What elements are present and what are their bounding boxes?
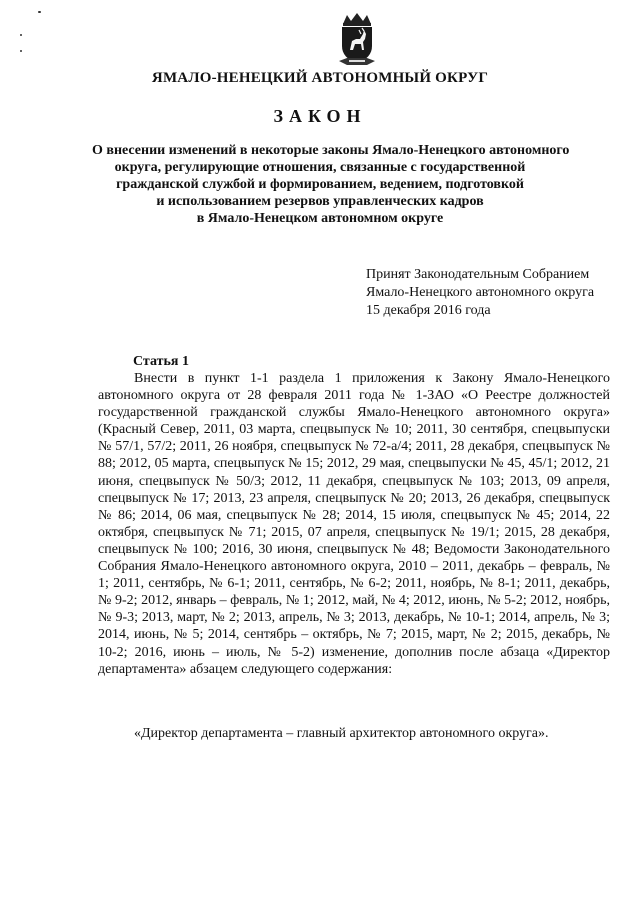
law-subject-line: округа, регулирующие отношения, связанные с государственной [114, 160, 526, 175]
scan-speck [20, 50, 22, 52]
law-subject-line: в Ямало-Ненецком автономном округе [196, 211, 444, 226]
adoption-line: Ямало-Ненецкого автономного округа [366, 285, 595, 300]
adoption-date: 15 декабря 2016 года [366, 303, 491, 318]
scan-speck [20, 34, 22, 36]
scan-speck [38, 11, 41, 13]
adoption-block [366, 266, 594, 320]
document-type: ЗАКОН [273, 106, 367, 126]
law-subject-line: О внесении изменений в некоторые законы Ямало-Ненецкого автономного [92, 143, 570, 158]
article-quote: «Директор департамента – главный архитектор автономного округа». [134, 726, 549, 741]
region-title: ЯМАЛО-НЕНЕЦКИЙ АВТОНОМНЫЙ ОКРУГ [151, 70, 489, 86]
article-title: Статья 1 [133, 354, 189, 369]
law-subject-line: гражданской службой и формированием, ведением, подготовкой [116, 177, 524, 192]
adoption-line: Принят Законодательным Собранием [366, 267, 590, 282]
law-subject-line: и использованием резервов управленческих кадров [156, 194, 484, 209]
article-body: Внести в пункт 1-1 раздела 1 приложения к Закону Ямало-Ненецкого автономного округа от 28 февраля 2011 года № 1-ЗАО «О Реестре должностей государственной гражданской службы Ямало-Ненецкого автономного округа» (Красный Север, 2011, 03 марта, спецвыпуск № 10; 2011, 30 сентября, спецвыпуски № 57/1, 57/2; 2011, 26 ноября, спецвыпуск № 72-а/4; 2011, 28 декабря, спецвыпуск № 88; 2012, 05 марта, спецвыпуск № 15; 2012, 29 мая, спецвыпуски № 45, 45/1; 2012, 21 июня, спецвыпуск № 50/3; 2012, 11 декабря, спецвыпуск № 103; 2013, 09 апреля, спецвыпуск № 17; 2013, 23 апреля, спецвыпуск № 20; 2013, 26 декабря, спецвыпуск № 86; 2014, 06 мая, спецвыпуск № 28; 2014, 15 июля, спецвыпуск № 45; 2014, 22 октября, спецвыпуск № 71; 2015, 07 апреля, спецвыпуск № 19/1; 2015, 28 декабря, спецвыпуск № 100; 2016, 30 июня, спецвыпуск № 48; Ведомости Законодательного Собрания Ямало-Ненецкого автономного округа, 2010 – 2011, декабрь – февраль, № 1; 2011, сентябрь, № 6-1; 2011, сентябрь, № 6-2; 2011, ноябрь, № 8-1; 2011, декабрь, № 9-2; 2012, январь – февраль, № 1; 2012, май, № 4; 2012, июнь, № 5-2; 2012, ноябрь, № 9-3; 2013, март, № 2; 2013, апрель, № 3; 2013, декабрь, № 10-1; 2014, апрель, № 3; 2014, июнь, № 5; 2014, сентябрь – октябрь, № 7; 2015, март, № 2; 2015, декабрь, № 10-2; 2016, июнь – июль, № 5-2) изменение, дополнив после абзаца «Директор департамента» абзацем следующего содержания: [98, 371, 610, 677]
coat-of-arms-icon [333, 12, 381, 70]
law-subject [92, 142, 570, 227]
